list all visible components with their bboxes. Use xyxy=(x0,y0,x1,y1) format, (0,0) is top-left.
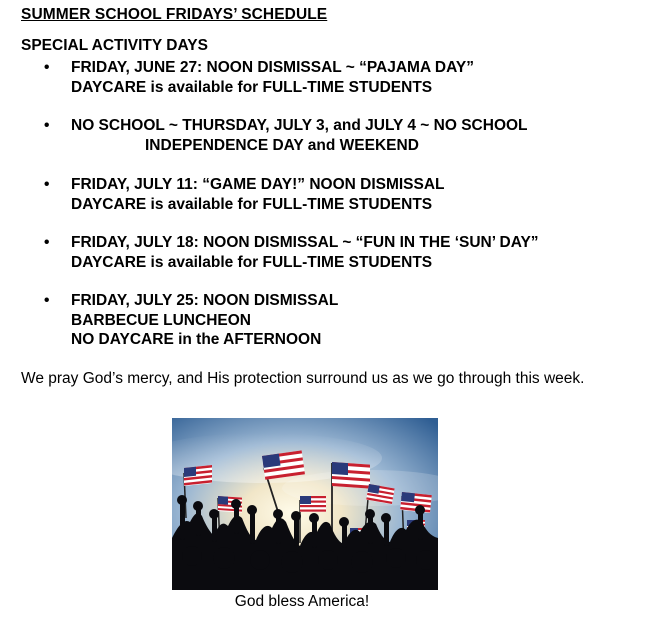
bullet-icon: • xyxy=(44,234,50,251)
prayer-paragraph: We pray God’s mercy, and His protection surround us as we go through this week. xyxy=(21,370,585,387)
photo-caption: God bless America! xyxy=(234,593,370,610)
list-item-line: BARBECUE LUNCHEON xyxy=(71,311,251,329)
crowd-flags-photo xyxy=(172,418,438,590)
list-item-line: FRIDAY, JUNE 27: NOON DISMISSAL ~ “PAJAMA DAY” xyxy=(71,59,474,76)
list-item-line: FRIDAY, JULY 11: “GAME DAY!” NOON DISMISSAL xyxy=(71,176,445,193)
list-item-line: DAYCARE is available for FULL-TIME STUDENTS xyxy=(71,195,433,213)
list-item-line: FRIDAY, JULY 18: NOON DISMISSAL ~ “FUN IN THE ‘SUN’ DAY” xyxy=(71,234,539,251)
bullet-icon: • xyxy=(44,117,50,134)
bullet-icon: • xyxy=(44,292,50,309)
list-item-line: INDEPENDENCE DAY and WEEKEND xyxy=(145,136,419,154)
list-item-line: FRIDAY, JULY 25: NOON DISMISSAL xyxy=(71,292,339,309)
list-item-line: DAYCARE is available for FULL-TIME STUDENTS xyxy=(71,253,433,271)
list-item-line: NO SCHOOL ~ THURSDAY, JULY 3, and JULY 4 ~ NO SCHOOL xyxy=(71,117,528,134)
list-item-line: NO DAYCARE in the AFTERNOON xyxy=(71,331,322,348)
crowd-waving-flags-icon xyxy=(172,418,438,590)
section-heading: SPECIAL ACTIVITY DAYS xyxy=(21,37,208,54)
page-title: SUMMER SCHOOL FRIDAYS’ SCHEDULE xyxy=(21,6,328,23)
list-item-line: DAYCARE is available for FULL-TIME STUDENTS xyxy=(71,78,433,96)
bullet-icon: • xyxy=(44,59,50,76)
bullet-icon: • xyxy=(44,176,50,193)
